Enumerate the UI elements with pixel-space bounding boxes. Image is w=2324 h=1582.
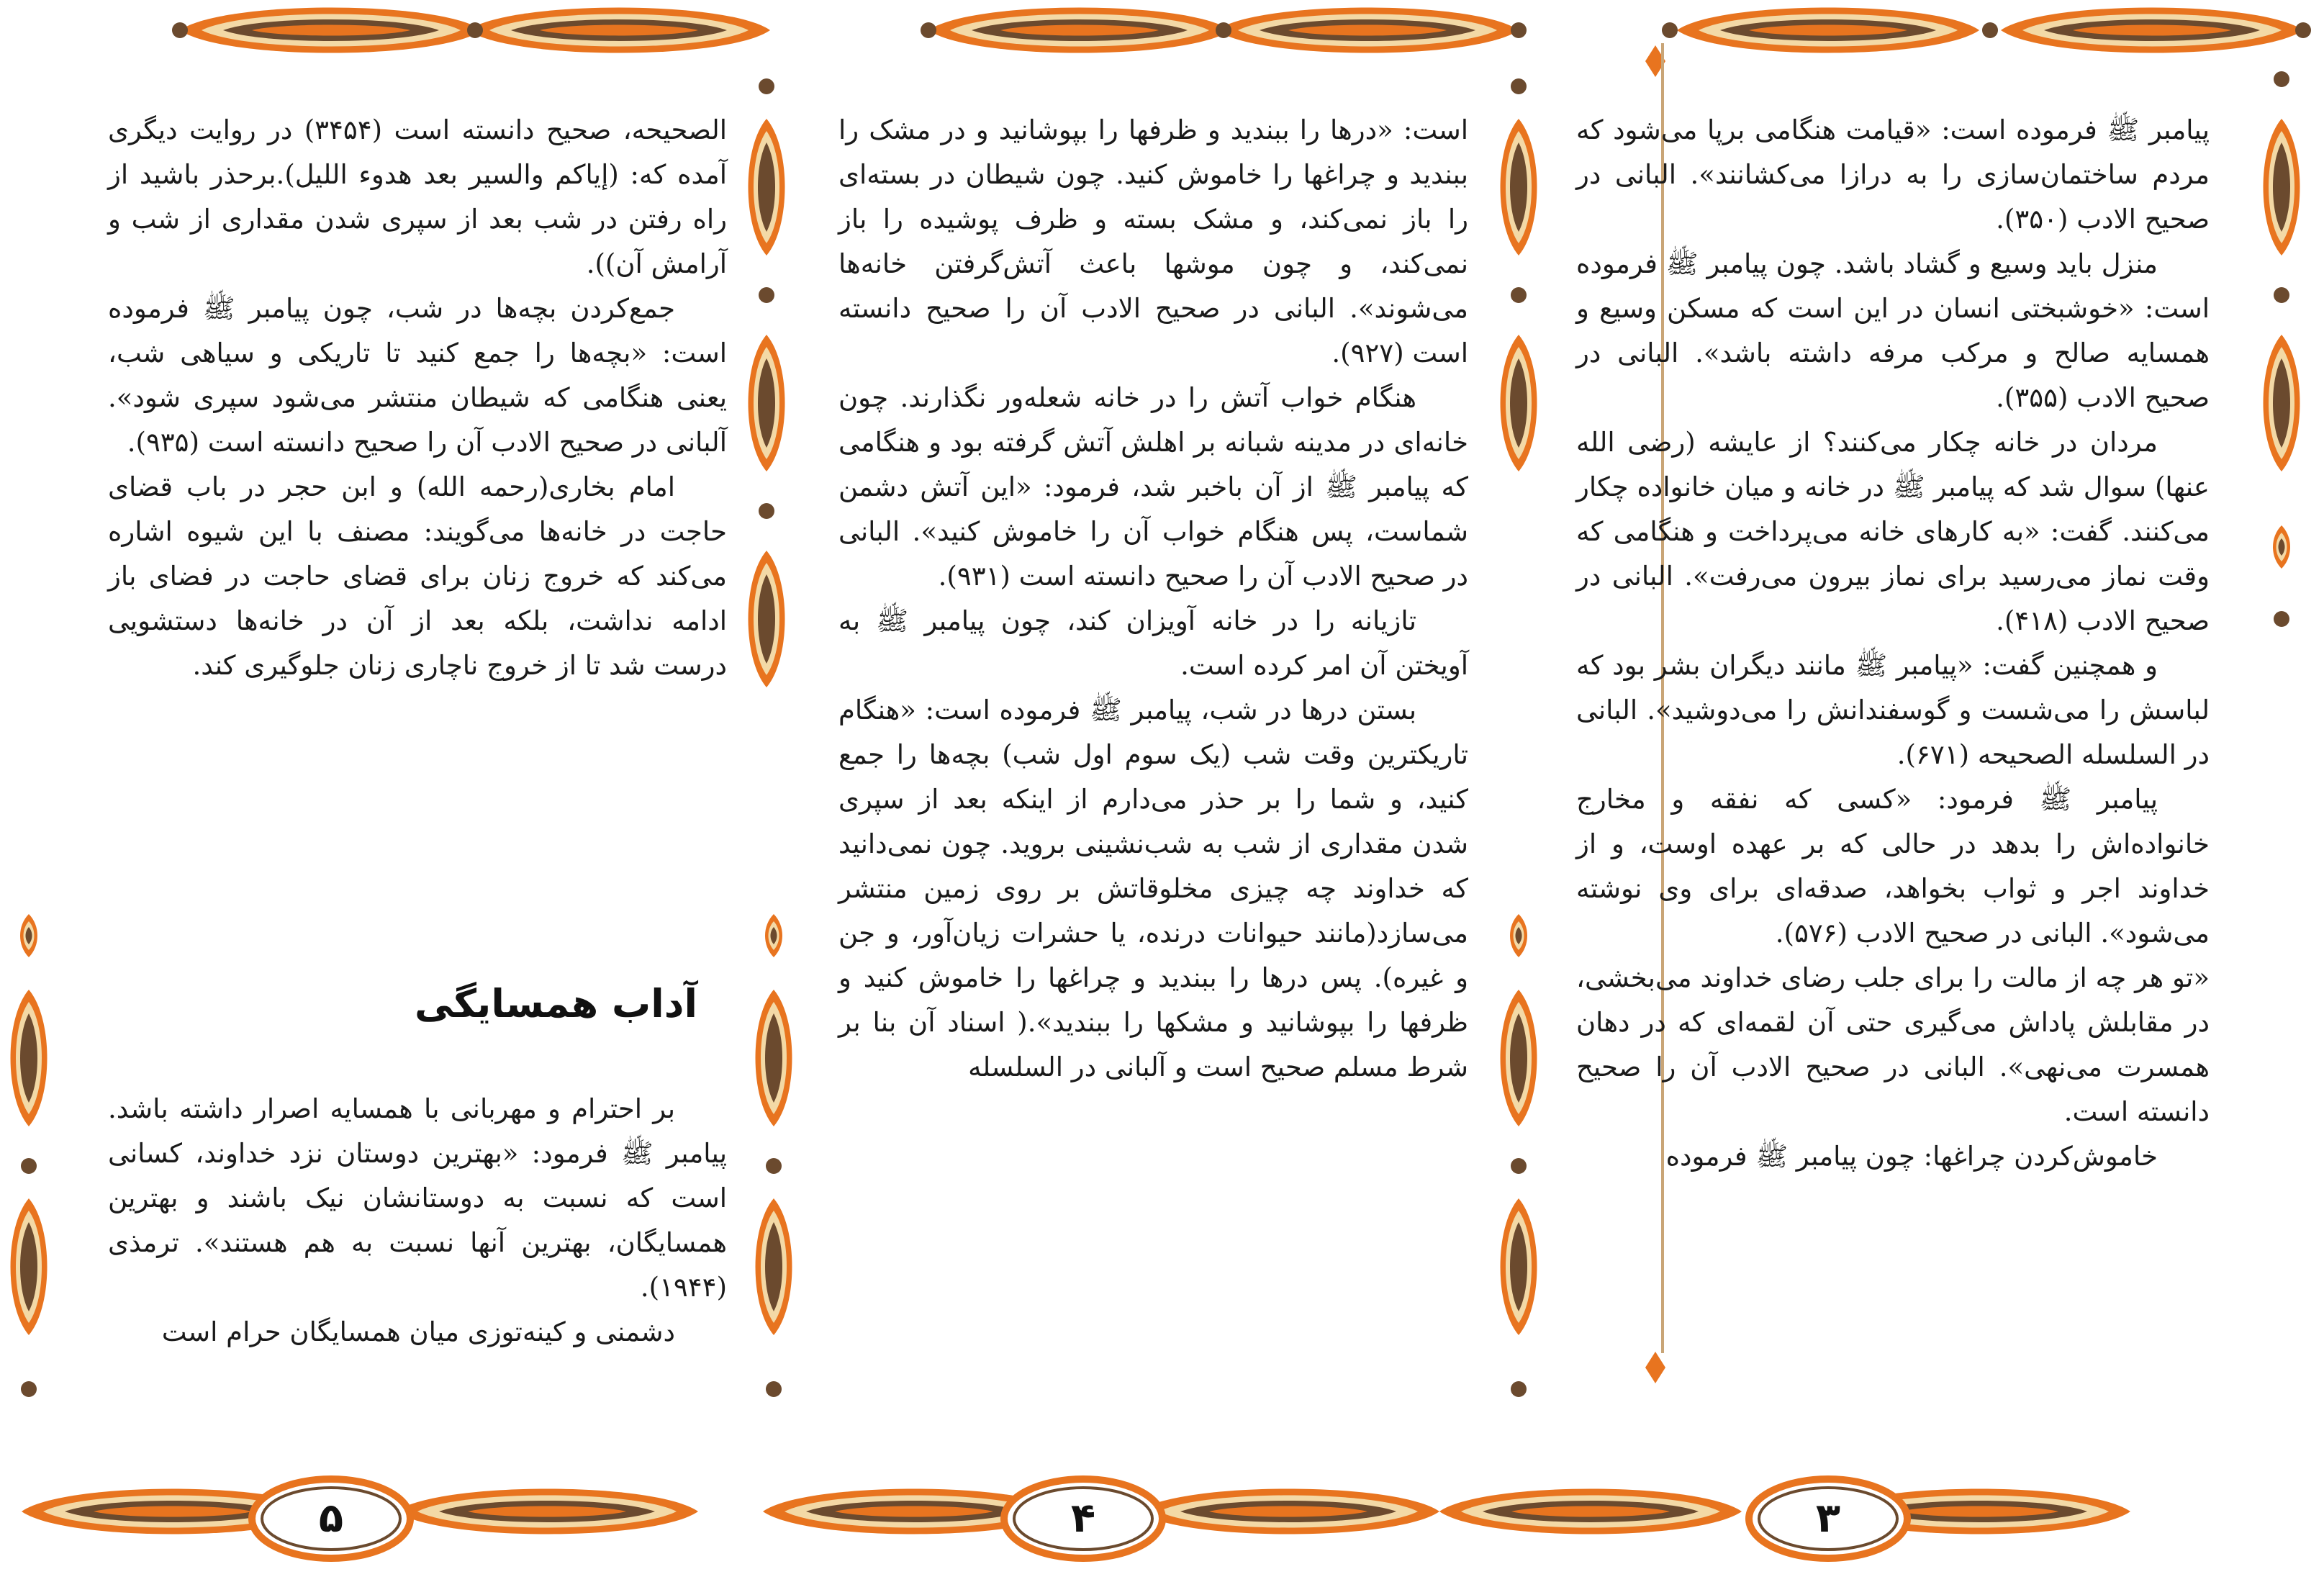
page4-paragraph: هنگام خواب آتش را در خانه شعله‌ور نگذارند. چون خانه‌ای در مدینه شبانه بر اهلش آتش گرفته بود و هنگامی که پیامبر ﷺ از آن باخبر شد، فرمود: «این آتش دشمن شماست، پس هنگام خواب آن را خاموش کنید». البانی در صحیح الادب آن را صحیح دانسته است (۹۳۱). bbox=[838, 382, 1468, 592]
page3-text bbox=[1576, 108, 2210, 1179]
page3-number: ۳ bbox=[1815, 1495, 1841, 1542]
page5-number: ۵ bbox=[318, 1495, 344, 1542]
page5-paragraph: دشمنی و کینه‌توزی میان همسایگان حرام است bbox=[161, 1316, 675, 1347]
page5-paragraph: بر احترام و مهربانی با همسایه اصرار داشته باشد. پیامبر ﷺ فرمود: «بهترین دوستان نزد خداوند، کسانی است که نسبت به دوستانشان نیک باشند و بهترین همسایگان، بهترین آنها نسبت به هم هستند». ترمذی (۱۹۴۴). bbox=[108, 1093, 727, 1303]
page3-paragraph: و همچنین گفت: «پیامبر ﷺ مانند دیگران بشر بود که لباسش را می‌شست و گوسفندانش را می‌دوشید». البانی در السلسله الصحیحه (۶۷۱). bbox=[1576, 650, 2210, 770]
page5-text bbox=[108, 108, 727, 688]
page4-paragraph: است: «درها را ببندید و ظرفها را بپوشانید و در مشک را ببندید و چراغها را خاموش کنید. چون شیطان در بسته‌ای را باز نمی‌کند، و مشک بسته و ظرف پوشیده را باز نمی‌کند، و چون موشها باعث آتش‌گرفتن خانه‌ها می‌شوند». البانی در صحیح الادب آن را صحیح دانسته است (۹۲۷). bbox=[838, 114, 1468, 369]
section-heading: آداب همسایگی bbox=[415, 981, 697, 1026]
page4-paragraph: تازیانه را در خانه آویزان کند، چون پیامبر ﷺ به آویختن آن امر کرده است. bbox=[838, 605, 1468, 681]
page5-text-after bbox=[108, 1087, 727, 1355]
page4-number: ۴ bbox=[1070, 1495, 1096, 1542]
page3-paragraph: منزل باید وسیع و گشاد باشد. چون پیامبر ﷺ فرموده است: «خوشبختی انسان در این است که مسکن وسیع و همسایه صالح و مرکب مرفه داشته باشد». البانی در صحیح الادب (۳۵۵). bbox=[1576, 248, 2210, 413]
page5-paragraph: الصحیحه، صحیح دانسته است (۳۴۵۴) در روایت دیگری آمده که: (إیاکم والسیر بعد هدوء اللیل).برحذر باشید از راه رفتن در شب بعد از سپری شدن مقداری از شب و آرامش آن)). bbox=[108, 114, 727, 279]
page3-paragraph: مردان در خانه چکار می‌کنند؟ از عایشه (رضی الله عنها) سوال شد که پیامبر ﷺ در خانه و میان خانواده چکار می‌کنند. گفت: «به کارهای خانه می‌پرداخت و هنگامی که وقت نماز می‌رسید برای نماز بیرون می‌رفت». البانی در صحیح الادب (۴۱۸). bbox=[1576, 427, 2210, 636]
page4-text bbox=[838, 108, 1468, 1090]
page3-paragraph: خاموش‌کردن چراغها: چون پیامبر ﷺ فرموده bbox=[1665, 1141, 2158, 1172]
page3-paragraph: پیامبر ﷺ فرمود: «کسی که نفقه و مخارج خانواده‌اش را بدهد در حالی که بر عهده اوست، و از خداوند اجر و ثواب بخواهد، صدقه‌ای برای وی نوشته می‌شود». البانی در صحیح الادب (۵۷۶). bbox=[1576, 784, 2210, 949]
page4-paragraph: بستن درها در شب، پیامبر ﷺ فرموده است: «هنگام تاریکترین وقت شب (یک سوم اول شب) بچه‌ها را جمع کنید، و شما را بر حذر می‌دارم از اینکه بعد از سپری شدن مقداری از شب به شب‌نشینی بروید. چون نمی‌دانید که خداوند چه چیزی مخلوقاتش بر روی زمین منتشر می‌سازد(مانند حیوانات درنده، یا حشرات زیان‌آور، و جن و غیره). پس درها را ببندید و چراغها را خاموش کنید و ظرفها را بپوشانید و مشکها را ببندید».( اسناد آن بنا بر شرط مسلم صحیح است و آلبانی در السلسله bbox=[838, 695, 1468, 1082]
page5-paragraph: جمع‌کردن بچه‌ها در شب، چون پیامبر ﷺ فرموده است: «بچه‌ها را جمع کنید تا تاریکی و سیاهی شب، یعنی هنگامی که شیطان منتشر می‌شود سپری شود». آلبانی در صحیح الادب آن را صحیح دانسته است (۹۳۵). bbox=[108, 293, 727, 458]
page3-paragraph: پیامبر ﷺ فرموده است: «قیامت هنگامی برپا می‌شود که مردم ساختمان‌سازی را به درازا می‌کشانند». البانی در صحیح الادب (۳۵۰). bbox=[1576, 114, 2210, 235]
page5-paragraph: امام بخاری(رحمه الله) و ابن حجر در باب قضای حاجت در خانه‌ها می‌گویند: مصنف با این شیوه اشاره می‌کند که خروج زنان برای قضای حاجت در فضای باز ادامه نداشت، بلکه بعد از آن در خانه‌ها دستشویی درست شد تا از خروج ناچاری زنان جلوگیری کند. bbox=[108, 471, 727, 681]
page3-paragraph: «تو هر چه از مالت را برای جلب رضای خداوند می‌بخشی، در مقابلش پاداش می‌گیری حتی آن لقمه‌ای که در دهان همسرت می‌نهی». البانی در صحیح الادب آن را صحیح دانسته است. bbox=[1576, 962, 2210, 1127]
